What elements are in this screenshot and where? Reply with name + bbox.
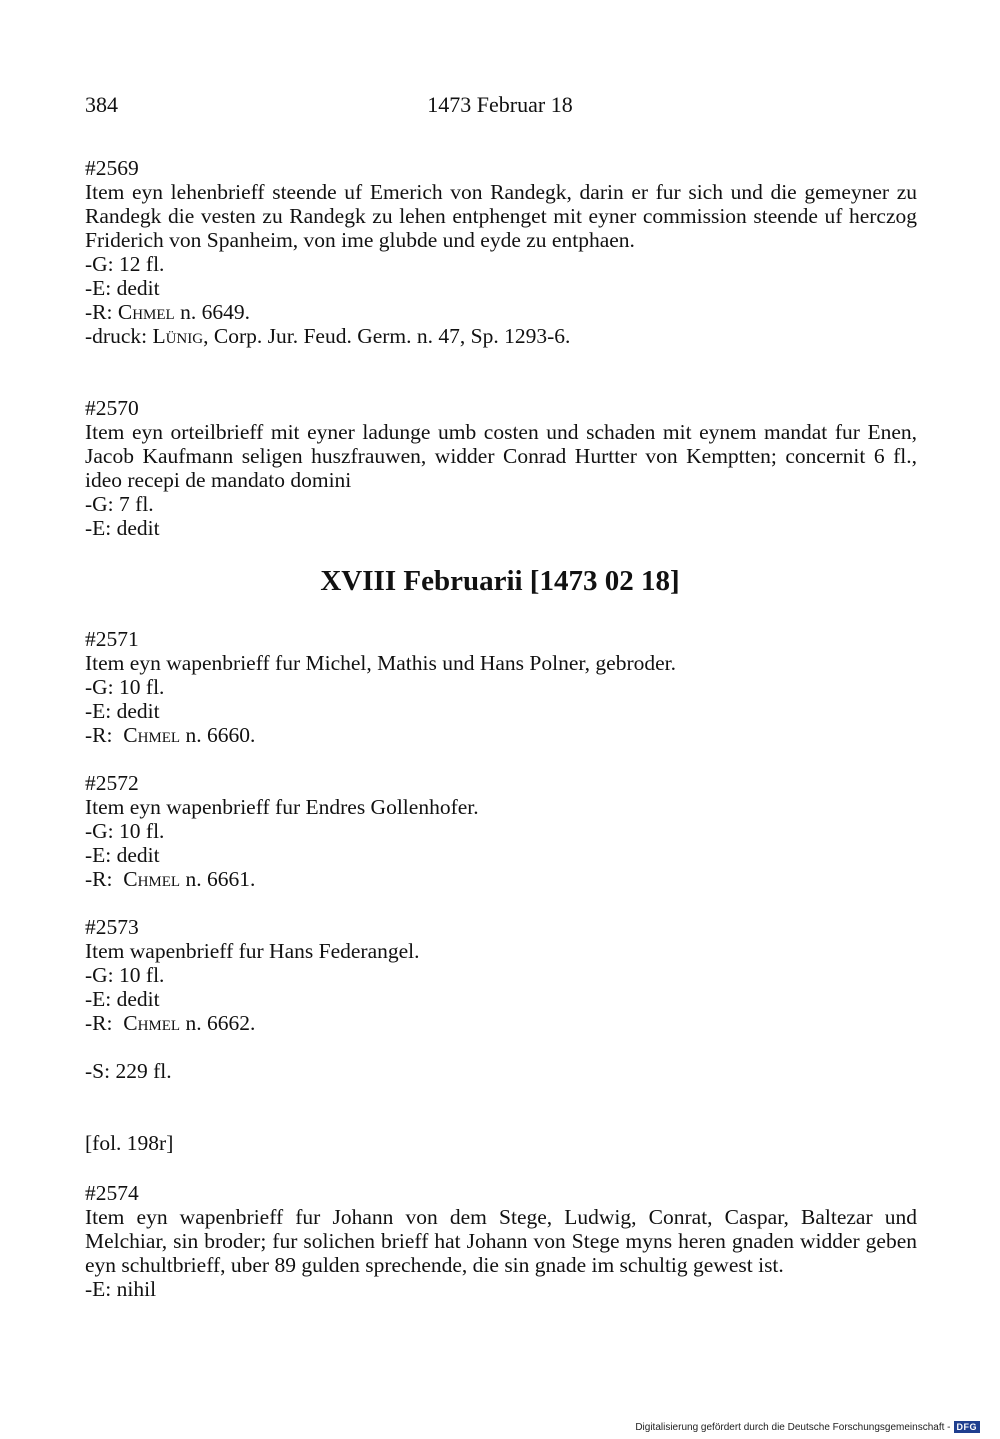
entry-g: -G: 10 fl. xyxy=(85,963,165,987)
entry-2571 xyxy=(85,627,917,747)
entry-2572 xyxy=(85,771,917,891)
entry-e: -E: dedit xyxy=(85,843,160,867)
entry-text: Item wapenbrieff fur Hans Federangel. xyxy=(85,939,420,963)
entry-e: -E: dedit xyxy=(85,516,160,540)
entry-number: #2569 xyxy=(85,156,139,180)
entry-text: Item eyn wapenbrieff fur Johann von dem Stege, Ludwig, Conrat, Caspar, Baltezar und Melchiar, sin broder; fur solichen brieff hat Johann von Stege myns heren gnaden widder geben eyn schultbrieff, uber 89 gulden sprechende, die sin gnade im schultig gewest ist. xyxy=(85,1205,917,1277)
footer-text: Digitalisierung gefördert durch die Deutsche Forschungsgemeinschaft - xyxy=(635,1421,951,1433)
entry-g: -G: 7 fl. xyxy=(85,492,154,516)
entry-r: -R: Chmel n. 6649. xyxy=(85,300,250,324)
sum-line: -S: 229 fl. xyxy=(85,1059,172,1083)
entry-text: Item eyn lehenbrieff steende uf Emerich von Randegk, darin er fur sich und die gemeyner zu Randegk die vesten zu Randegk zu lehen entphenget mit eyner commission steende uf herczog Friderich von Spanheim, von ime glubde und eyde zu entphaen. xyxy=(85,180,917,252)
entry-druck: -druck: Lünig, Corp. Jur. Feud. Germ. n. 47, Sp. 1293-6. xyxy=(85,324,571,348)
entry-2570 xyxy=(85,396,917,540)
entry-text: Item eyn wapenbrieff fur Michel, Mathis und Hans Polner, gebroder. xyxy=(85,651,677,675)
entry-2569 xyxy=(85,156,917,348)
entry-number: #2570 xyxy=(85,396,139,420)
citation-author: Chmel xyxy=(123,867,181,891)
entry-number: #2572 xyxy=(85,771,139,795)
folio-marker: [fol. 198r] xyxy=(85,1131,174,1155)
entry-number: #2571 xyxy=(85,627,139,651)
entry-g: -G: 12 fl. xyxy=(85,252,165,276)
entry-e: -E: dedit xyxy=(85,699,160,723)
entry-e: -E: nihil xyxy=(85,1277,157,1301)
citation-author: Chmel xyxy=(123,723,181,747)
entry-text: Item eyn orteilbrieff mit eyner ladunge umb costen und schaden mit eynem mandat fur Enen, Jacob Kaufmann seligen huszfrauwen, widder Conrad Hurtter von Kemptten; concernit 6 fl., ideo recepi de mandato domini xyxy=(85,420,917,492)
entry-r: -R: Chmel n. 6662. xyxy=(85,1011,256,1035)
running-title: 1473 Februar 18 xyxy=(427,92,573,117)
entry-r: -R: Chmel n. 6661. xyxy=(85,867,256,891)
page-number: 384 xyxy=(85,92,118,117)
entry-r: -R: Chmel n. 6660. xyxy=(85,723,256,747)
entry-number: #2574 xyxy=(85,1181,139,1205)
entry-g: -G: 10 fl. xyxy=(85,819,165,843)
dfg-logo: DFG xyxy=(954,1421,981,1433)
section-heading: XVIII Februarii [1473 02 18] xyxy=(320,565,680,597)
entry-number: #2573 xyxy=(85,915,139,939)
entry-g: -G: 10 fl. xyxy=(85,675,165,699)
entry-text: Item eyn wapenbrieff fur Endres Gollenhofer. xyxy=(85,795,479,819)
citation-author: Chmel xyxy=(117,300,175,324)
citation-author: Chmel xyxy=(123,1011,181,1035)
entry-2574 xyxy=(85,1181,917,1301)
entry-e: -E: dedit xyxy=(85,987,160,1011)
citation-author: Lünig xyxy=(152,324,204,348)
entry-e: -E: dedit xyxy=(85,276,160,300)
entry-2573 xyxy=(85,915,917,1035)
footer-credit xyxy=(635,1421,980,1433)
